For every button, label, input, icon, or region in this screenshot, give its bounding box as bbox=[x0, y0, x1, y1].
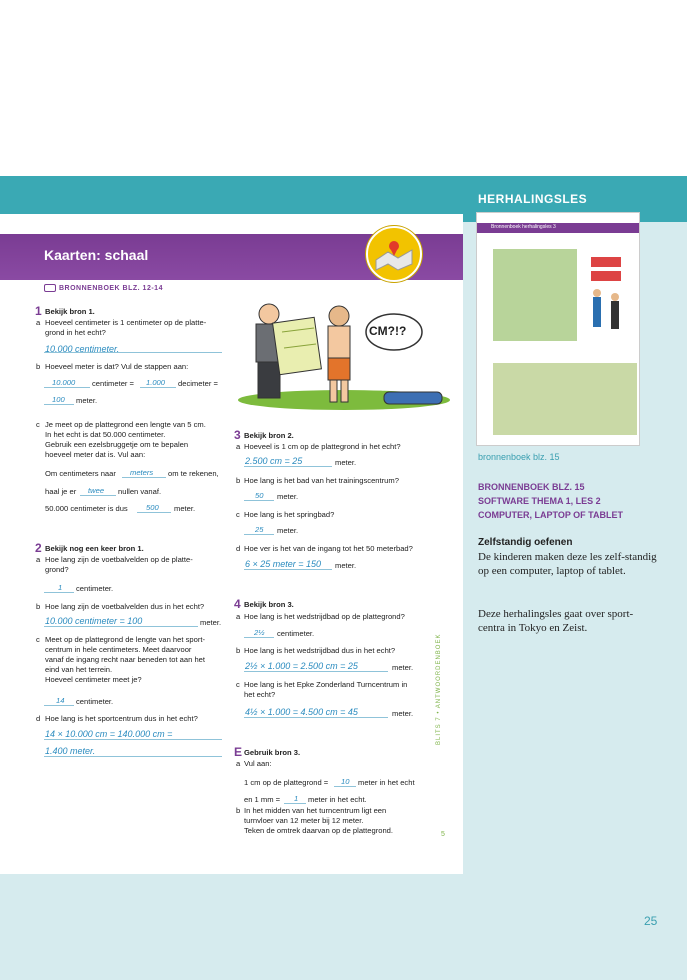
question-number: 1 bbox=[35, 304, 42, 318]
software-line: BRONNENBOEK BLZ. 15 bbox=[478, 482, 585, 492]
answer: 1.400 meter. bbox=[45, 746, 96, 756]
answer-line bbox=[44, 739, 222, 740]
answer: 14 bbox=[56, 696, 65, 705]
question-text: Je meet op de plattegrond een lengte van 5 cm. bbox=[45, 420, 206, 429]
software-reference bbox=[478, 480, 623, 522]
question-text: meter. bbox=[277, 492, 299, 501]
vertical-footer: BLITS 7 • ANTWOORDENBOEK bbox=[436, 633, 442, 745]
page-number: 25 bbox=[644, 914, 658, 928]
answer: 500 bbox=[146, 503, 159, 512]
question-text: eind van het terrein. bbox=[45, 665, 113, 674]
answer-line bbox=[284, 803, 306, 804]
question-number: 4 bbox=[234, 597, 241, 611]
question-text: grond? bbox=[45, 565, 69, 574]
question-text: meter. bbox=[335, 458, 357, 467]
answer-line bbox=[244, 466, 332, 467]
answer-line bbox=[140, 387, 176, 388]
software-line: SOFTWARE THEMA 1, LES 2 bbox=[478, 496, 601, 506]
question-text: Vul aan: bbox=[244, 759, 272, 768]
question-text: centimeter = bbox=[92, 379, 134, 388]
bronnenboek-thumbnail bbox=[476, 212, 640, 446]
answer: 2.500 cm = 25 bbox=[245, 456, 303, 466]
question-text: meter. bbox=[76, 396, 98, 405]
answer-line bbox=[334, 786, 356, 787]
answer: 10.000 bbox=[52, 378, 76, 387]
item-label: b bbox=[236, 476, 241, 485]
question-text: en 1 mm = bbox=[244, 795, 281, 804]
answer-line bbox=[244, 717, 388, 718]
answer: 2½ × 1.000 = 2.500 cm = 25 bbox=[245, 661, 358, 671]
top-margin bbox=[0, 0, 687, 176]
question-text: meter. bbox=[335, 561, 357, 570]
question-text: Hoe lang is het bad van het trainingscentrum? bbox=[244, 476, 399, 485]
answer: 50 bbox=[255, 491, 264, 500]
item-label: b bbox=[36, 602, 41, 611]
answer: 100 bbox=[52, 395, 65, 404]
item-label: c bbox=[36, 420, 40, 429]
thumbnail-map-1 bbox=[493, 249, 577, 341]
answer-line bbox=[44, 626, 198, 627]
question-text: Hoe lang is het springbad? bbox=[244, 510, 335, 519]
question-text: vanaf de ingang recht naar beneden tot aan het bbox=[45, 655, 206, 664]
question-text: nullen vanaf. bbox=[118, 487, 162, 496]
question-text: meter. bbox=[174, 504, 196, 513]
question-text: Meet op de plattegrond de lengte van het sport- bbox=[45, 635, 205, 644]
question-text: centimeter. bbox=[277, 629, 315, 638]
answer-line bbox=[244, 534, 274, 535]
answer-line bbox=[44, 352, 222, 353]
answer-line bbox=[44, 592, 74, 593]
question-text: centimeter. bbox=[76, 697, 114, 706]
map-pin-badge-icon bbox=[366, 226, 422, 282]
answer: 6 × 25 meter = 150 bbox=[245, 559, 322, 569]
question-text: turnvloer van 12 meter bij 12 meter. bbox=[244, 816, 364, 825]
question-text: Hoe lang is het sportcentrum dus in het echt? bbox=[45, 714, 198, 723]
question-number: E bbox=[234, 745, 243, 759]
answer: 10 bbox=[341, 777, 350, 786]
question-text: Hoe lang is het wedstrijdbad dus in het echt? bbox=[244, 646, 396, 655]
question-text: Hoe lang zijn de voetbalvelden dus in het echt? bbox=[45, 602, 205, 611]
answer: 1 bbox=[58, 583, 63, 592]
answer-line bbox=[44, 705, 74, 706]
answer-line bbox=[122, 477, 166, 478]
item-label: c bbox=[36, 635, 40, 644]
item-label: b bbox=[36, 362, 41, 371]
answer: twee bbox=[88, 486, 105, 495]
question-title: Gebruik bron 3. bbox=[244, 748, 301, 757]
answer-line bbox=[44, 387, 90, 388]
answer-line bbox=[44, 404, 74, 405]
question-text: Hoeveel centimeter meet je? bbox=[45, 675, 142, 684]
answer: 14 × 10.000 cm = 140.000 cm = bbox=[45, 729, 173, 739]
item-label: a bbox=[36, 555, 41, 564]
item-label: a bbox=[36, 318, 41, 327]
question-text: decimeter = bbox=[178, 379, 218, 388]
zelfstandig-text: De kinderen maken deze les zelf-standig op een computer, laptop of tablet. bbox=[478, 551, 657, 577]
answer: 1 bbox=[294, 794, 299, 803]
question-text: Teken de omtrek daarvan op de plattegrond. bbox=[244, 826, 394, 835]
speech-bubble-text: CM?!? bbox=[369, 324, 407, 338]
item-label: d bbox=[36, 714, 41, 723]
question-title: Bekijk bron 3. bbox=[244, 600, 294, 609]
question-text: Hoe lang is het Epke Zonderland Turncentrum in bbox=[244, 680, 408, 689]
answer: 2½ bbox=[254, 628, 265, 637]
side-title: HERHALINGSLES bbox=[478, 192, 588, 206]
question-text: meter. bbox=[277, 526, 299, 535]
answer-line bbox=[244, 500, 274, 501]
question-text: centimeter. bbox=[76, 584, 114, 593]
question-text: In het echt is dat 50.000 centimeter. bbox=[45, 430, 166, 439]
answer: 10.000 centimeter. bbox=[45, 344, 120, 354]
question-title: Bekijk nog een keer bron 1. bbox=[45, 544, 144, 553]
question-text: het echt? bbox=[244, 690, 276, 699]
thumbnail-people bbox=[587, 253, 627, 343]
answer: 10.000 centimeter = 100 bbox=[45, 616, 143, 626]
answer: 1.000 bbox=[146, 378, 166, 387]
lesson-description: Deze herhalingsles gaat over sport-centra in Tokyo en Zeist. bbox=[478, 608, 634, 634]
answer-line bbox=[244, 569, 332, 570]
question-text: meter in het echt. bbox=[308, 795, 367, 804]
software-line: COMPUTER, LAPTOP OF TABLET bbox=[478, 510, 624, 520]
item-label: a bbox=[236, 759, 241, 768]
item-label: c bbox=[236, 510, 240, 519]
answer: meters bbox=[130, 468, 154, 477]
answer-line bbox=[137, 512, 171, 513]
question-title: Bekijk bron 2. bbox=[244, 431, 294, 440]
question-text: Om centimeters naar bbox=[45, 469, 116, 478]
answer-line bbox=[80, 495, 116, 496]
page-title: Kaarten: schaal bbox=[44, 247, 149, 263]
item-label: a bbox=[236, 612, 241, 621]
question-text: haal je er bbox=[45, 487, 77, 496]
question-text: om te rekenen, bbox=[168, 469, 219, 478]
zelfstandig-title: Zelfstandig oefenen bbox=[478, 537, 573, 548]
book-reference-text: BRONNENBOEK BLZ. 12-14 bbox=[59, 284, 163, 292]
question-text: Hoeveel is 1 cm op de plattegrond in het echt? bbox=[244, 442, 401, 451]
answer-line bbox=[44, 756, 222, 757]
small-page-number: 5 bbox=[441, 831, 445, 838]
item-label: c bbox=[236, 680, 240, 689]
thumbnail-title: Bronnenboek herhalingsles 3 bbox=[491, 224, 556, 230]
item-label: d bbox=[236, 544, 241, 553]
book-icon bbox=[44, 284, 56, 292]
question-text: 1 cm op de plattegrond = bbox=[244, 778, 329, 787]
item-label: a bbox=[236, 442, 241, 451]
question-text: 50.000 centimeter is dus bbox=[45, 504, 128, 513]
question-title: Bekijk bron 1. bbox=[45, 307, 95, 316]
question-number: 3 bbox=[234, 428, 241, 442]
question-text: In het midden van het turncentrum ligt een bbox=[244, 806, 387, 815]
question-text: Hoeveel meter is dat? Vul de stappen aan: bbox=[45, 362, 189, 371]
question-text: Hoe ver is het van de ingang tot het 50 meterbad? bbox=[244, 544, 413, 553]
answer: 4½ × 1.000 = 4.500 cm = 45 bbox=[245, 707, 358, 717]
question-text: Hoeveel centimeter is 1 centimeter op de platte- bbox=[45, 318, 207, 327]
question-text: meter. bbox=[392, 663, 414, 672]
answer: 25 bbox=[255, 525, 264, 534]
item-label: b bbox=[236, 646, 241, 655]
question-text: Hoe lang zijn de voetbalvelden op de platte- bbox=[45, 555, 193, 564]
question-text: hoeveel meter dat is. Vul aan: bbox=[45, 450, 146, 459]
question-number: 2 bbox=[35, 541, 42, 555]
answer-line bbox=[244, 671, 388, 672]
book-reference bbox=[44, 284, 163, 292]
thumbnail-map-2 bbox=[493, 363, 637, 435]
item-label: b bbox=[236, 806, 241, 815]
cartoon-illustration bbox=[234, 292, 454, 412]
question-text: Gebruik een ezelsbruggetje om te bepalen bbox=[45, 440, 189, 449]
question-text: meter. bbox=[200, 618, 222, 627]
question-text: meter in het echt bbox=[358, 778, 415, 787]
question-text: grond in het echt? bbox=[45, 328, 106, 337]
question-text: Hoe lang is het wedstrijdbad op de plattegrond? bbox=[244, 612, 405, 621]
thumbnail-caption: bronnenboek blz. 15 bbox=[478, 452, 560, 462]
question-text: meter. bbox=[392, 709, 414, 718]
answer-line bbox=[244, 637, 274, 638]
question-text: centrum in hele centimeters. Meet daarvoor bbox=[45, 645, 192, 654]
